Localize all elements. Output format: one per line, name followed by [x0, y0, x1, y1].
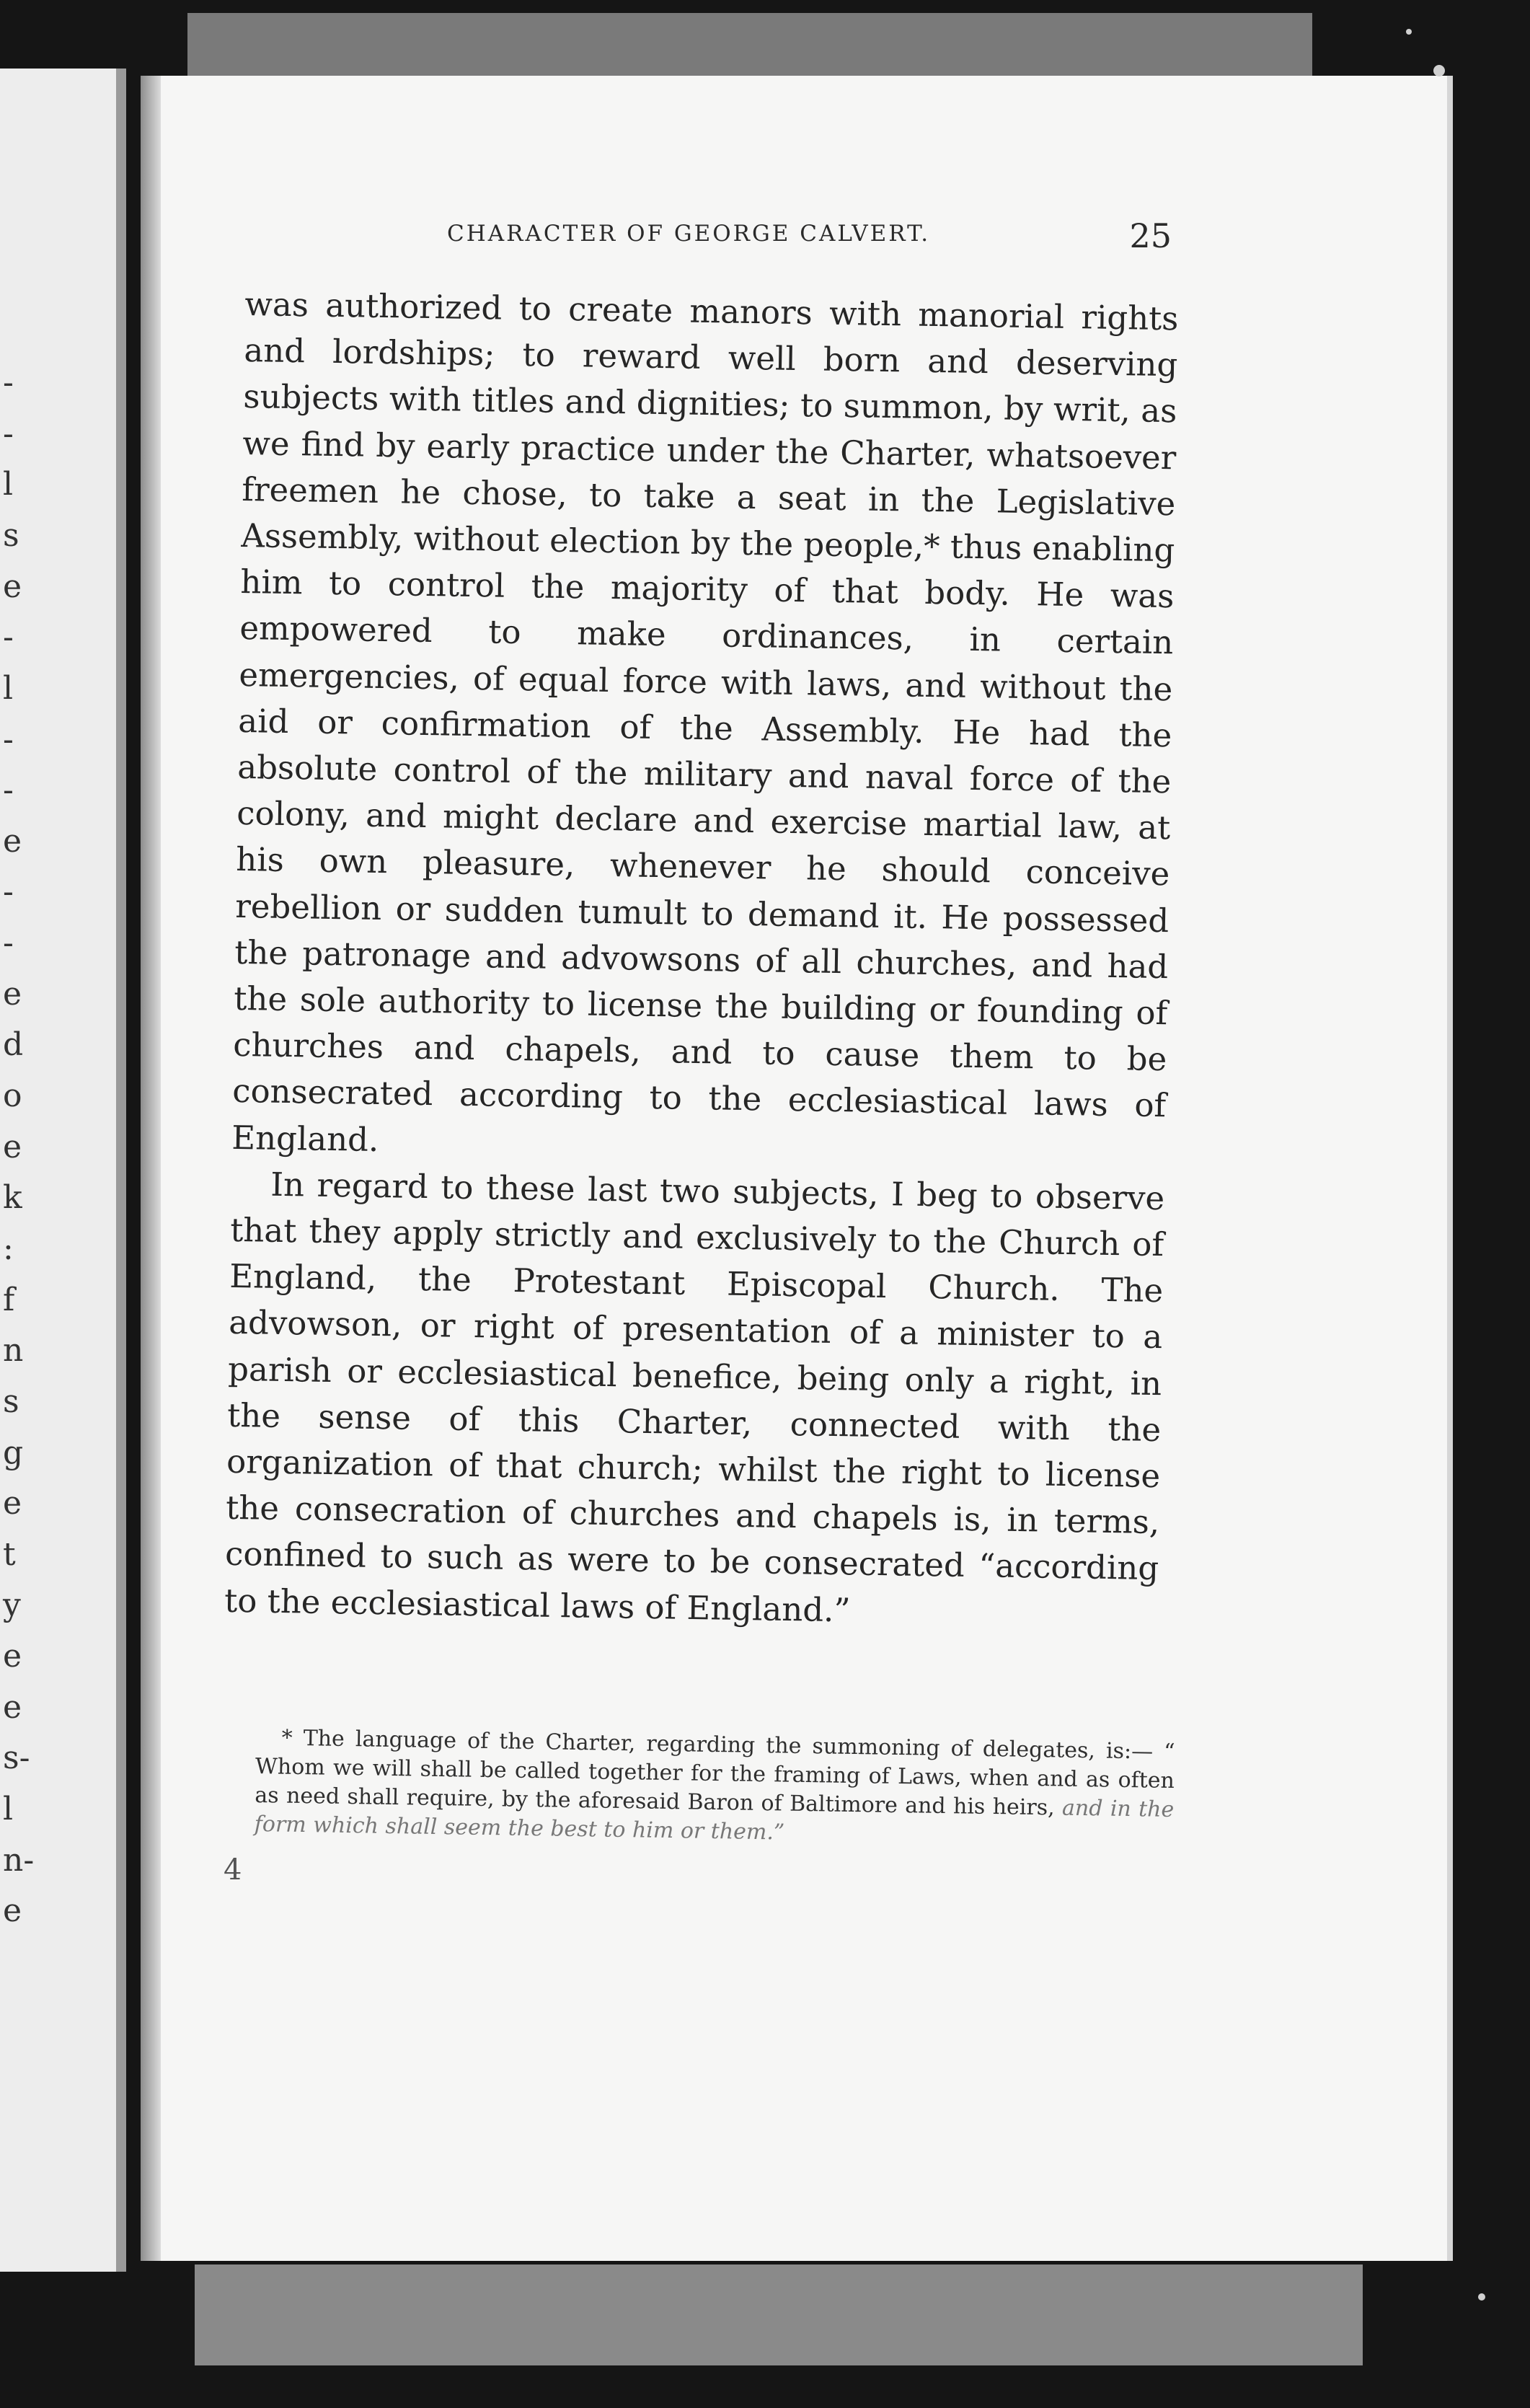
left-page-edge-char: e	[3, 975, 22, 1013]
page-number: 25	[1129, 216, 1172, 255]
left-page-edge-char: :	[3, 1230, 14, 1267]
left-page-edge-char: s	[3, 1382, 19, 1420]
footnote-text: * The language of the Charter, regarding the summoning of delegates, is:— “ Whom we will shall be called together for the framing of Laws, when and as often as need shall require, by the aforesaid Baron of Baltimore and his heirs,	[255, 1725, 1175, 1821]
page-edge	[1447, 76, 1453, 2261]
left-page-edge-char: o	[3, 1077, 22, 1115]
left-page-edge-char: -	[3, 364, 14, 401]
left-page-edge-char: s	[3, 516, 19, 554]
spine-shadow	[141, 76, 161, 2261]
paragraph-2: In regard to these last two subjects, I beg to observe that they apply strictly and exclusively to the Church of England, the Protestant Episcopal Church. The advowson, or right of presentation of a minister to a parish or ecclesiastical benefice, being only a right, in the sense of this Charter, connected with the organization of that church; whilst the right to license the consecration of churches and chapels is, in terms, confined to such as were to be consecrated “according to the ecclesiastical laws of England.”	[224, 1165, 1165, 1630]
left-page-edge-char: e	[3, 1688, 22, 1726]
paragraph-1: was authorized to create manors with manorial rights and lordships; to reward well born and deserving subjects with titles and dignities; to summon, by writ, as we find by early practice under the Charter, whatsoever freemen he chose, to take a seat in the Legislative Assembly, without election by the people,* thus enabling him to control the majority of that body. He was empowered to make ordinances, in certain emergencies, of equal force with laws, and without the aid or confirmation of the Assembly. He had the absolute control of the military and naval force of the colony, and might declare and exercise martial law, at his own pleasure, whenever he should conceive rebellion or sudden tumult to demand it. He possessed the patronage and advowsons of all churches, and had the sole authority to license the building or founding of churches and chapels, and to cause them to be consecrated according to the ecclesiastical laws of England.	[231, 284, 1179, 1159]
running-head	[296, 216, 1222, 260]
left-page-edge-char: -	[3, 415, 14, 452]
left-page-edge-char: -	[3, 720, 14, 758]
left-page-edge-char: e	[3, 1128, 22, 1165]
left-page-edge-char: f	[3, 1281, 15, 1318]
scan-speck	[1433, 65, 1445, 76]
footnote	[254, 1724, 1175, 1853]
left-page-edge-char: d	[3, 1026, 24, 1064]
footnote-paragraph	[254, 1724, 1175, 1853]
left-page-edge-char: -	[3, 873, 14, 911]
left-page-edge-char: k	[3, 1179, 22, 1217]
scan-speck	[1406, 29, 1412, 35]
left-page-edge-char: -	[3, 619, 14, 656]
left-page-edge-char: e	[3, 1638, 22, 1675]
left-page-edge-char: g	[3, 1434, 24, 1471]
page-gutter	[116, 69, 126, 2272]
left-page-text-fragments	[0, 69, 35, 2272]
running-title: CHARACTER OF GEORGE CALVERT.	[447, 221, 931, 247]
left-page-edge-char: e	[3, 568, 22, 605]
body-text	[224, 281, 1179, 1639]
left-page-edge-char: e	[3, 1485, 22, 1522]
left-page-edge-char: y	[3, 1587, 21, 1624]
left-page-edge-char: l	[3, 1791, 14, 1828]
left-page-edge-char: e	[3, 822, 22, 860]
left-page-edge-char: s-	[3, 1739, 30, 1777]
left-page-edge-char: l	[3, 669, 14, 707]
left-page-edge-char: n	[3, 1332, 24, 1370]
left-page-edge-char: l	[3, 466, 14, 503]
scan-background-bottom	[195, 2264, 1363, 2365]
left-page-edge-char: -	[3, 772, 14, 809]
left-facing-page	[0, 69, 126, 2272]
left-page-edge-char: n-	[3, 1841, 35, 1879]
left-page-edge-char: t	[3, 1535, 16, 1573]
left-page-edge-char: -	[3, 925, 14, 962]
signature-mark: 4	[224, 1853, 242, 1887]
footnote-italic-text: and in the form which shall seem the best to him or them.”	[254, 1795, 1175, 1845]
left-page-edge-char: e	[3, 1892, 22, 1930]
scan-speck	[1478, 2293, 1485, 2301]
